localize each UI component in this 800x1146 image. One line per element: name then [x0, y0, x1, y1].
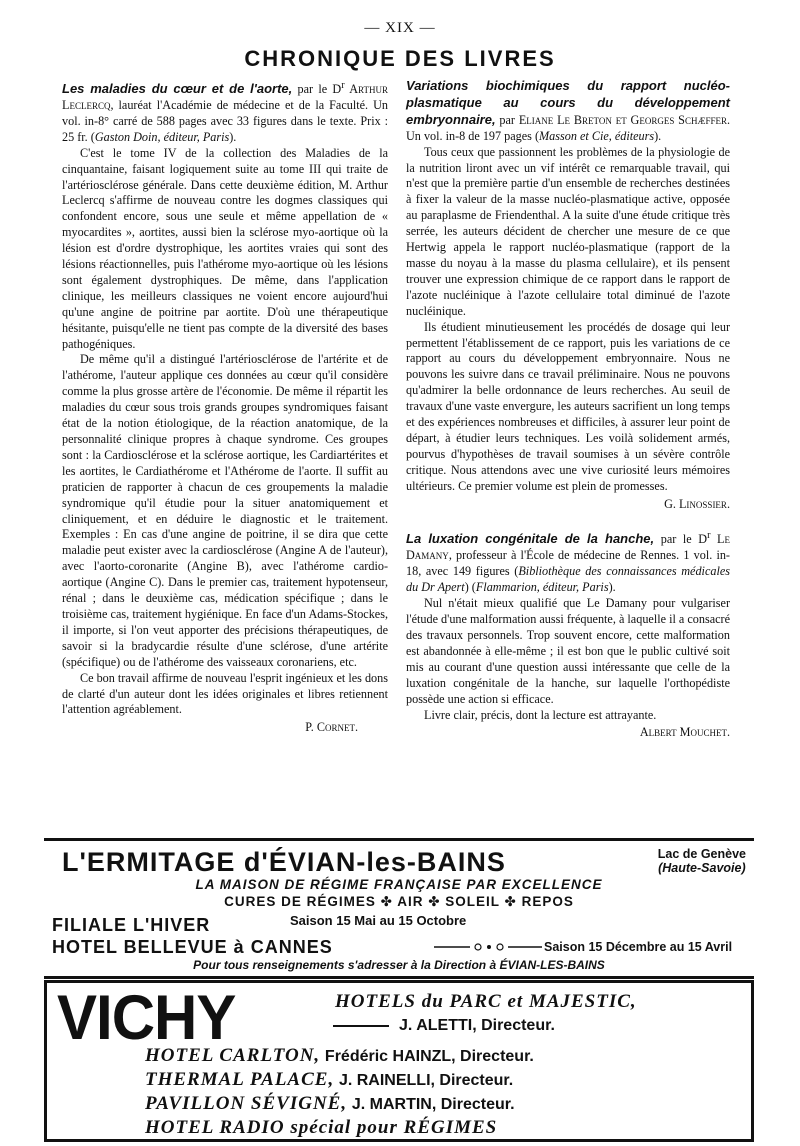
ad-vichy-hotel-row — [145, 1045, 534, 1067]
page-number: — XIX — — [364, 20, 436, 36]
ad-evian-hotel-cannes: HOTEL BELLEVUE à CANNES — [52, 937, 333, 957]
review-hip-luxation — [406, 528, 730, 741]
review-heading — [62, 78, 388, 146]
review-heart-aorta — [62, 78, 388, 736]
book-details: , lauréat l'Académie de médecine et de la Faculté. Un vol. in-8° carré de 588 pages avec 33 figures dans le texte. Prix : 25 fr. ( — [62, 97, 388, 144]
review-paragraph: Ce bon travail affirme de nouveau l'esprit ingénieux et les dons de clarté d'un auteur dont les idées originales et libres retiennent l'attention agréablement. — [62, 670, 388, 717]
book-title: Les maladies du cœur et de l'aorte, — [62, 81, 293, 97]
hotel-name: HOTEL CARLTON, — [145, 1045, 321, 1066]
review-heading — [406, 528, 730, 596]
review-by: par le D — [292, 82, 342, 97]
book-title: La luxation congénitale de la hanche, — [406, 531, 655, 547]
book-author: Arthur Leclercq — [62, 82, 388, 112]
dash-divider — [333, 1025, 389, 1027]
ad-evian — [44, 838, 754, 979]
review-paragraph: Nul n'était mieux qualifié que Le Damany pour vulgariser l'étude d'une malformation aussi fréquente, à laquelle il a consacré des travaux personnels. Trop souvent encore, cette malformation est abandonnée à elle-même ; il est bon que le public cultivé soit mis au courant d'une question aussi intéressante que celle de la luxation congénitale de la hanche, sur laquelle l'orthopédiste possède une action si efficace. — [406, 596, 730, 706]
ad-evian-filiale: FILIALE L'HIVER — [52, 915, 211, 935]
review-by: par le D — [654, 532, 708, 547]
ad-vichy-hotel-parc-director — [333, 1017, 555, 1035]
left-column — [62, 78, 388, 736]
book-details-end: ). — [608, 580, 616, 595]
ad-evian-tagline: LA MAISON DE RÉGIME FRANÇAISE PAR EXCELLENCE — [195, 877, 603, 892]
review-signature: P. Cornet. — [305, 720, 358, 735]
book-author: Le Damany — [406, 532, 730, 563]
ad-evian-title: L'ERMITAGE d'ÉVIAN-les-BAINS — [62, 847, 506, 877]
hotel-name: THERMAL PALACE, — [145, 1069, 335, 1090]
review-nucleo-plasmatic — [406, 78, 730, 512]
ad-evian-cures: CURES DE RÉGIMES ✤ AIR ✤ SOLEIL ✤ REPOS — [224, 894, 574, 909]
book-details-end: ). — [654, 128, 662, 143]
book-details-mid: ) ( — [464, 580, 476, 595]
review-heading — [406, 78, 730, 145]
doctor-sup: r — [707, 530, 711, 542]
book-publisher-2: Flammarion, éditeur, Paris — [475, 580, 609, 595]
review-paragraph: De même qu'il a distingué l'artériosclérose de l'artérite et de l'athérome, l'auteur applique ces données au cœur qu'il considère comme la plus grosse artère de l'économie. De même il répartit les maladies du cœur sous trois grands groupes syndromiques faisant état de la notion étiologique, de la réaction anatomique, de la personnalité clinique propres à chaque syndrome. Ces groupes sont : la Cardiosclérose et la sclérose aortique, les Cardiartérites et les aortites, le Cardiathérome et l'Athérome de l'aorte. Il suffit au praticien de rapporter à chacun de ces groupements la maladie syndromique qu'il étudie pour la situer anatomiquement et cliniquement, et en déduire le diagnostic et le traitement. Exemples : En cas d'une angine de poitrine, il se dira que cette maladie peut exister avec la cardiosclérose (Angine A de l'auteur), avec l'aorto-coronarite (Angine B), avec l'athérome cardio-aortique (Angine C). Dans le premier cas, traitement hypotenseur, rénal ; dans le deuxième cas, médication spécifique ; dans le troisième cas, traitement hygiénique. En face d'un Adams-Stockes, il importe, si l'on veut apporter des précisions thérapeutiques, de savoir si la bradycardie résulte d'une sclérose, d'une artérite (spécifique) ou de l'athérome des vaisseaux coronariens, etc. — [62, 352, 388, 669]
ad-vichy-hotel-parc: HOTELS du PARC et MAJESTIC, — [335, 991, 637, 1012]
hotel-radio-text: HOTEL RADIO spécial pour RÉGIMES — [145, 1117, 498, 1138]
hotel-director: J. MARTIN, Directeur. — [351, 1096, 515, 1113]
ad-evian-region: (Haute-Savoie) — [658, 861, 746, 875]
book-details: . Un vol. in-8 de 197 pages ( — [406, 112, 731, 143]
review-paragraph: Livre clair, précis, dont la lecture est attrayante. — [424, 707, 657, 722]
book-publisher: Masson et Cie, éditeurs — [539, 128, 655, 143]
book-details: , professeur à l'École de médecine de Rennes. 1 vol. in-18, avec 149 figures ( — [406, 548, 730, 579]
book-publisher: Bibliothèque des connaissances médicales du Dr Apert — [406, 564, 730, 595]
ad-vichy-hotel-radio — [145, 1117, 497, 1139]
review-paragraph: C'est le tome IV de la collection des Maladies de la cinquantaine, faisant logiquement suite au tome III qui traite de l'artériosclérose générale. Dans cette deuxième édition, M. Arthur Leclercq s'affirme de nouveau contre les dogmes classiques qui confondent encore, sous une seule et même appellation de « myocardites », aortites, aussi bien la sclérose myo-aortique où la lésion est d'ordre dystrophique, les aortites vraies qui sont des lésions réactionnelles, puis l'athérome myo-aortique où les lésions sont également dystrophiques. De même, dans l'application clinique, les meilleurs classiques ne voient encore aujourd'hui qu'une angine de poitrine par aortite. D'où une thérapeutique hésitante, puisqu'elle ne tient pas compte de la diversité des bases pathogéniques. — [62, 145, 388, 351]
book-details-end: ). — [229, 129, 237, 144]
ornament-divider-icon — [434, 941, 544, 953]
ad-vichy-city: VICHY — [57, 982, 236, 1053]
book-author: Eliane Le Breton et Georges Schæffer — [518, 112, 727, 127]
review-by: par — [495, 112, 519, 127]
hotel-director: J. RAINELLI, Directeur. — [338, 1072, 514, 1089]
ad-evian-location — [658, 847, 746, 875]
review-paragraph: Ils étudient minutieusement les procédés de dosage qui leur permettent l'établissement de ce rapport, puis les variations de ce rapport au cours du développement embryonnaire. Nous ne pouvons les suivre dans ce travail préliminaire. Nous ne pouvons qu'admirer la belle ordonnance de leurs recherches. Au seuil de travaux d'une vaste envergure, les auteurs sacrifient un long temps et des expériences nombreuses et difficiles, à assurer leur point de départ, à étudier leurs techniques. Les voilà solidement armés, pourvus d'hypothèses de travail soumises à un sévère contrôle critique. Nous attendons avec une vive curiosité leurs mémoires ultérieurs. Ce premier volume est plein de promesses. — [406, 319, 730, 493]
director-name: J. ALETTI, Directeur. — [399, 1017, 555, 1034]
doctor-sup: r — [341, 80, 345, 91]
review-signature: Albert Mouchet. — [639, 725, 730, 740]
ad-evian-contact: Pour tous renseignements s'adresser à la Direction à ÉVIAN-LES-BAINS — [193, 958, 605, 972]
ad-vichy-hotel-row — [145, 1093, 515, 1115]
book-title: Variations biochimiques du rapport nucléo-plasmatique au cours du développement embryonnaire, — [406, 78, 730, 127]
review-signature: G. Linossier. — [664, 496, 730, 511]
right-column — [406, 78, 730, 741]
ad-evian-summer-season: Saison 15 Mai au 15 Octobre — [290, 913, 467, 928]
book-publisher: Gaston Doin, éditeur, Paris — [94, 129, 230, 144]
ad-vichy — [44, 980, 754, 1142]
section-title: CHRONIQUE DES LIVRES — [244, 46, 556, 71]
hotel-director: Frédéric HAINZL, Directeur. — [324, 1048, 534, 1065]
hotel-name: PAVILLON SÉVIGNÉ, — [145, 1093, 348, 1114]
ad-evian-winter-season: Saison 15 Décembre au 15 Avril — [544, 940, 733, 954]
ad-evian-lac: Lac de Genève — [657, 847, 746, 861]
review-paragraph: Tous ceux que passionnent les problèmes de la physiologie de la nutrition liront avec un vif intérêt ce remarquable travail, qui n'est que la première partie d'un ensemble de recherches destinées à fixer la valeur de la masse nucléo-plasmatique active, opposée au paraplasme de Friendenthal. A la suite d'une étude critique très serrée, les auteurs décident de chercher une mesure de ce que Hertwig appela le rapport nucléo-plasmatique (rapport de la masse du noyau à la masse du plasma cellulaire), et ils pensent trouver une expression chimique de ce rapport dans le rapport de l'azote nucléinique à l'azote cellulaire total diminué de l'azote nucléinique. — [406, 144, 730, 318]
ad-vichy-hotel-row — [145, 1069, 513, 1091]
